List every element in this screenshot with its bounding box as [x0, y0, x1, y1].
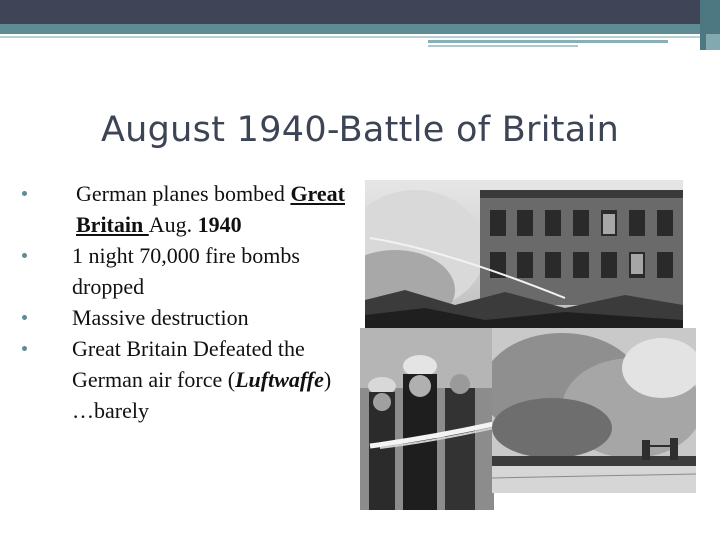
smoke-over-london-photo — [492, 328, 696, 493]
bullet-item: Massive destruction — [22, 302, 357, 333]
slide-title: August 1940-Battle of Britain — [100, 110, 620, 150]
bombed-building-photo — [365, 180, 683, 330]
bullet-icon — [22, 253, 27, 258]
bullet-icon — [22, 346, 27, 351]
bullet-list — [22, 178, 357, 426]
header-teal-bar — [0, 24, 720, 34]
bullet-item: German planes bombed Great Britain Aug. 1940 — [22, 178, 357, 240]
header-accent-line — [428, 40, 668, 43]
header-corner-highlight — [706, 34, 720, 50]
firemen-hose-photo — [360, 328, 494, 510]
bullet-icon — [22, 191, 27, 196]
year-emphasis: 1940 — [197, 212, 242, 237]
bullet-item: 1 night 70,000 fire bombs dropped — [22, 240, 357, 302]
header-dark-bar — [0, 0, 720, 24]
bullet-item: Great Britain Defeated the German air force (Luftwaffe) …barely — [22, 333, 357, 426]
bullet-icon — [22, 315, 27, 320]
header-rule — [0, 36, 720, 38]
header-accent-line-short — [428, 45, 578, 47]
great-britain-emphasis: Great Britain — [76, 181, 346, 237]
luftwaffe-emphasis: Luftwaffe — [235, 367, 324, 392]
